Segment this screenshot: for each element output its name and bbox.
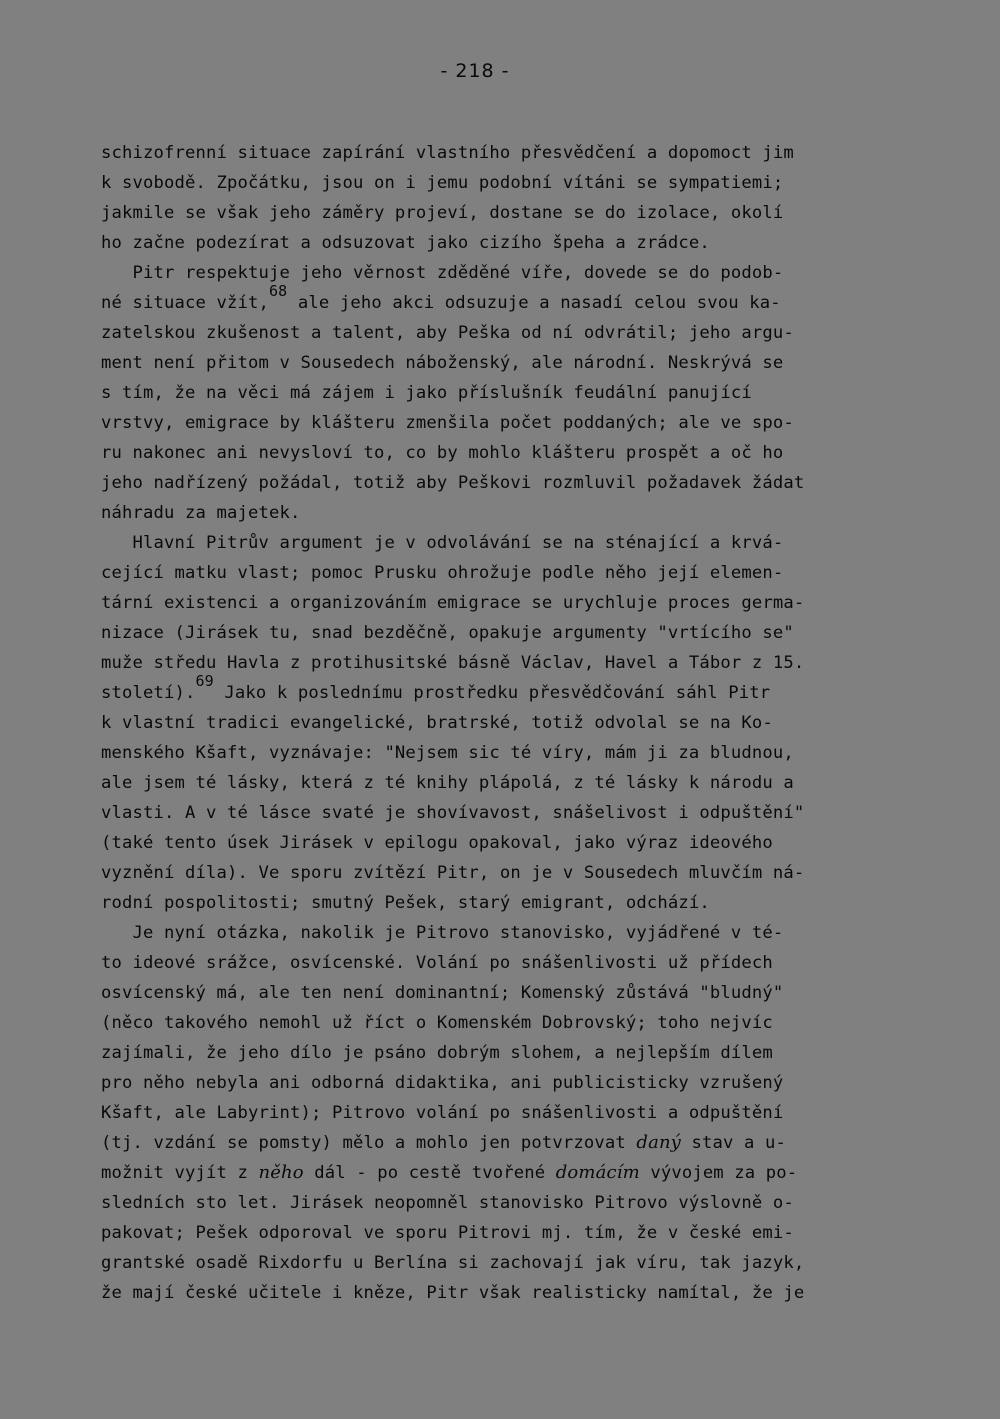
- text-segment: pakovat; Pešek odporoval ve sporu Pitrovi mj. tím, že v české emi-: [101, 1223, 794, 1243]
- text-segment: k svobodě. Zpočátku, jsou on i jemu podobní vítáni se sympatiemi;: [101, 173, 784, 193]
- text-line: [101, 498, 921, 528]
- text-segment: že mají české učitele i kněze, Pitr však realisticky namítal, že je: [101, 1283, 805, 1303]
- italic-text: daný: [636, 1132, 682, 1153]
- text-line: [101, 948, 921, 978]
- page-number: - 218 -: [440, 60, 510, 82]
- text-segment: vyznění díla). Ve sporu zvítězí Pitr, on je v Sousedech mluvčím ná-: [101, 863, 805, 883]
- text-segment: (tj. vzdání se pomsty) mělo a mohlo jen potvrzovat: [101, 1133, 637, 1153]
- text-segment: pro něho nebyla ani odborná didaktika, ani publicisticky vzrušený: [101, 1073, 784, 1093]
- text-line: [101, 258, 921, 288]
- text-segment: ru nakonec ani nevysloví to, co by mohlo klášteru prospět a oč ho: [101, 443, 784, 463]
- text-line: [101, 708, 921, 738]
- text-segment: grantské osadě Rixdorfu u Berlína si zachovají jak víru, tak jazyk,: [101, 1253, 805, 1273]
- text-line: [101, 198, 921, 228]
- text-segment: Je nyní otázka, nakolik je Pitrovo stanovisko, vyjádřené v té-: [101, 923, 784, 943]
- text-line: [101, 798, 921, 828]
- text-line: [101, 168, 921, 198]
- text-segment: to ideové srážce, osvícenské. Volání po snášenlivosti už přídech: [101, 953, 773, 973]
- text-segment: dál - po cestě tvořené: [303, 1163, 556, 1183]
- footnote-marker: 68: [268, 282, 288, 300]
- body-text: [101, 138, 921, 1308]
- text-line: [101, 1248, 921, 1278]
- text-line: [101, 588, 921, 618]
- text-segment: ale jeho akci odsuzuje a nasadí celou svou ka-: [287, 293, 781, 313]
- text-line: [101, 228, 921, 258]
- text-segment: Jako k poslednímu prostředku přesvědčování sáhl Pitr: [213, 683, 771, 703]
- text-line: [101, 1038, 921, 1068]
- text-segment: (také tento úsek Jirásek v epilogu opakoval, jako výraz ideového: [101, 833, 773, 853]
- text-segment: k vlastní tradici evangelické, bratrské, totiž odvolal se na Ko-: [101, 713, 773, 733]
- text-line: [101, 438, 921, 468]
- text-line: [101, 978, 921, 1008]
- text-line: [101, 828, 921, 858]
- text-line: [101, 858, 921, 888]
- text-segment: osvícenský má, ale ten není dominantní; Komenský zůstává "bludný": [101, 983, 784, 1003]
- text-segment: rodní pospolitosti; smutný Pešek, starý emigrant, odchází.: [101, 893, 710, 913]
- text-segment: tární existenci a organizováním emigrace se urychluje proces germa-: [101, 593, 805, 613]
- text-segment: muže středu Havla z protihusitské básně Václav, Havel a Tábor z 15.: [101, 653, 805, 673]
- text-line: [101, 1128, 921, 1158]
- text-segment: menského Kšaft, vyznávaje: "Nejsem sic té víry, mám ji za bludnou,: [101, 743, 794, 763]
- text-segment: stav a u-: [681, 1133, 786, 1153]
- text-segment: století).: [101, 683, 196, 703]
- text-segment: možnit vyjít z: [101, 1163, 259, 1183]
- text-line: [101, 528, 921, 558]
- text-segment: ale jsem té lásky, která z té knihy plápolá, z té lásky k národu a: [101, 773, 794, 793]
- text-segment: vlasti. A v té lásce svaté je shovívavost, snášelivost i odpuštění": [101, 803, 805, 823]
- text-segment: sledních sto let. Jirásek neopomněl stanovisko Pitrovo výslovně o-: [101, 1193, 794, 1213]
- text-segment: cející matku vlast; pomoc Prusku ohrožuje podle něho její elemen-: [101, 563, 784, 583]
- text-line: [101, 1218, 921, 1248]
- text-line: [101, 1068, 921, 1098]
- text-segment: nizace (Jirásek tu, snad bezděčně, opakuje argumenty "vrtícího se": [101, 623, 794, 643]
- text-line: [101, 618, 921, 648]
- italic-text: domácím: [555, 1162, 640, 1183]
- text-line: [101, 408, 921, 438]
- text-segment: vývojem za po-: [639, 1163, 798, 1183]
- text-line: [101, 1158, 921, 1188]
- text-line: [101, 318, 921, 348]
- text-segment: né situace vžít,: [101, 293, 269, 313]
- text-segment: Hlavní Pitrův argument je v odvolávání se na sténající a krvá-: [101, 533, 784, 553]
- text-segment: (něco takového nemohl už říct o Komenském Dobrovský; toho nejvíc: [101, 1013, 773, 1033]
- text-segment: zajímali, že jeho dílo je psáno dobrým slohem, a nejlepším dílem: [101, 1043, 773, 1063]
- text-line: [101, 1188, 921, 1218]
- text-segment: ment není přitom v Sousedech náboženský, ale národní. Neskrývá se: [101, 353, 784, 373]
- text-segment: ho začne podezírat a odsuzovat jako cizího špeha a zrádce.: [101, 233, 710, 253]
- text-line: [101, 378, 921, 408]
- text-segment: s tím, že na věci má zájem i jako příslušník feudální panující: [101, 383, 752, 403]
- text-segment: Kšaft, ale Labyrint); Pitrovo volání po snášenlivosti a odpuštění: [101, 1103, 784, 1123]
- text-line: [101, 768, 921, 798]
- text-segment: schizofrenní situace zapírání vlastního přesvědčení a dopomoct jim: [101, 143, 794, 163]
- text-line: [101, 282, 921, 318]
- text-segment: náhradu za majetek.: [101, 503, 301, 523]
- text-line: [101, 738, 921, 768]
- text-line: [101, 558, 921, 588]
- text-line: [101, 468, 921, 498]
- text-segment: vrstvy, emigrace by klášteru zmenšila počet poddaných; ale ve spo-: [101, 413, 794, 433]
- text-line: [101, 1098, 921, 1128]
- text-segment: Pitr respektuje jeho věrnost zděděné víře, dovede se do podob-: [101, 263, 784, 283]
- text-line: [101, 672, 921, 708]
- italic-text: něho: [258, 1162, 304, 1183]
- text-line: [101, 348, 921, 378]
- footnote-marker: 69: [195, 672, 214, 690]
- text-line: [101, 1008, 921, 1038]
- text-line: [101, 888, 921, 918]
- text-line: [101, 138, 921, 168]
- text-segment: jeho nadřízený požádal, totiž aby Peškovi rozmluvil požadavek žádat: [101, 473, 805, 493]
- text-line: [101, 1278, 921, 1308]
- text-segment: jakmile se však jeho záměry projeví, dostane se do izolace, okolí: [101, 203, 784, 223]
- text-segment: zatelskou zkušenost a talent, aby Peška od ní odvrátil; jeho argu-: [101, 323, 794, 343]
- text-line: [101, 918, 921, 948]
- text-line: [101, 648, 921, 678]
